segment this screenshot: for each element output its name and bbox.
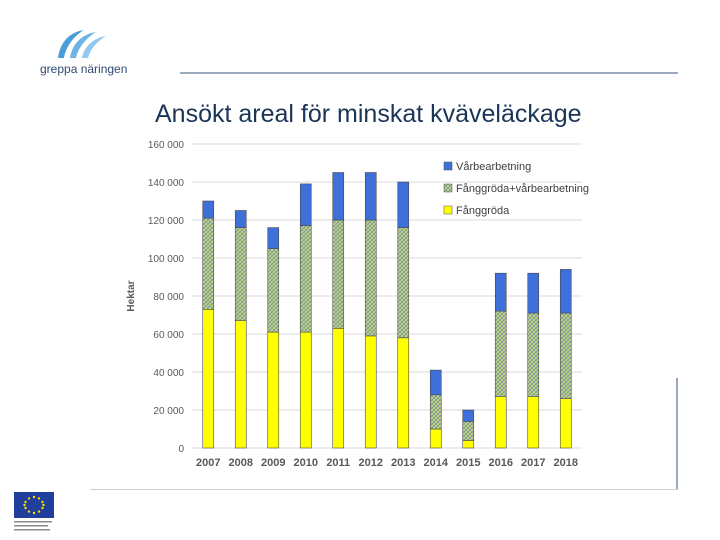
legend-swatch: [444, 206, 452, 214]
bar-2010-segment-3: [300, 184, 311, 226]
footer-divider: [90, 489, 678, 490]
bar-2017-segment-2: [528, 313, 539, 397]
header-divider: [180, 72, 678, 74]
bar-2013-segment-3: [398, 182, 409, 228]
bar-2016-segment-1: [495, 397, 506, 448]
y-tick-label: 40 000: [153, 368, 184, 379]
x-tick-label: 2015: [456, 457, 481, 469]
bar-2007-segment-2: [203, 218, 214, 309]
y-tick-label: 60 000: [153, 330, 184, 341]
bar-2014-segment-1: [430, 429, 441, 448]
bar-2011-segment-3: [333, 173, 344, 221]
bar-2009-segment-3: [268, 228, 279, 249]
bar-2010-segment-1: [300, 332, 311, 448]
slide-title: Ansökt areal för minskat kväveläckage: [155, 100, 582, 128]
y-tick-label: 140 000: [147, 178, 184, 189]
bar-2015-segment-3: [463, 410, 474, 421]
bar-2008-segment-1: [235, 321, 246, 448]
bar-2017-segment-3: [528, 273, 539, 313]
eu-logo: [12, 490, 60, 535]
legend-entry: Vårbearbetning: [456, 161, 532, 173]
bar-2018-segment-3: [560, 269, 571, 313]
y-tick-label: 160 000: [147, 140, 184, 151]
bar-2011-segment-1: [333, 328, 344, 448]
x-tick-label: 2014: [423, 457, 448, 469]
x-tick-label: 2007: [196, 457, 221, 469]
bar-2009-segment-1: [268, 332, 279, 448]
bar-2017-segment-1: [528, 397, 539, 448]
x-tick-label: 2016: [488, 457, 513, 469]
brand-logo: [40, 26, 150, 82]
bar-2015-segment-1: [463, 440, 474, 448]
legend-entry: Fånggröda+vårbearbetning: [456, 183, 590, 195]
y-tick-label: 0: [178, 444, 184, 455]
y-tick-label: 120 000: [147, 216, 184, 227]
x-tick-label: 2010: [293, 457, 318, 469]
bar-2015-segment-2: [463, 421, 474, 440]
bar-2009-segment-2: [268, 249, 279, 333]
x-tick-label: 2009: [261, 457, 286, 469]
x-tick-label: 2018: [553, 457, 578, 469]
x-tick-label: 2013: [391, 457, 416, 469]
bar-2014-segment-3: [430, 370, 441, 395]
legend-entry: Fånggröda: [456, 205, 510, 217]
bar-2012-segment-1: [365, 336, 376, 448]
leaf-icon: [52, 26, 112, 60]
legend-swatch: [444, 184, 452, 192]
bar-2016-segment-3: [495, 273, 506, 311]
stacked-bar-chart: [122, 130, 622, 480]
legend-swatch: [444, 162, 452, 170]
bar-2013-segment-1: [398, 338, 409, 448]
x-tick-label: 2008: [228, 457, 253, 469]
y-axis-label: Hektar: [126, 280, 137, 312]
brand-name: greppa näringen: [40, 62, 128, 76]
bar-2014-segment-2: [430, 395, 441, 429]
y-tick-label: 100 000: [147, 254, 184, 265]
bar-2018-segment-2: [560, 313, 571, 399]
bar-2013-segment-2: [398, 228, 409, 338]
x-tick-label: 2017: [521, 457, 546, 469]
bar-2011-segment-2: [333, 220, 344, 328]
bar-2018-segment-1: [560, 399, 571, 448]
bar-2012-segment-3: [365, 173, 376, 221]
bar-2016-segment-2: [495, 311, 506, 397]
y-tick-label: 80 000: [153, 292, 184, 303]
bar-2008-segment-3: [235, 211, 246, 228]
bar-2012-segment-2: [365, 220, 376, 336]
x-tick-label: 2012: [358, 457, 383, 469]
side-divider: [676, 378, 678, 490]
y-tick-label: 20 000: [153, 406, 184, 417]
bar-2008-segment-2: [235, 228, 246, 321]
eu-flag-icon: [12, 490, 60, 535]
bar-2007-segment-1: [203, 309, 214, 448]
bar-2010-segment-2: [300, 226, 311, 332]
x-tick-label: 2011: [326, 457, 351, 469]
bar-2007-segment-3: [203, 201, 214, 218]
